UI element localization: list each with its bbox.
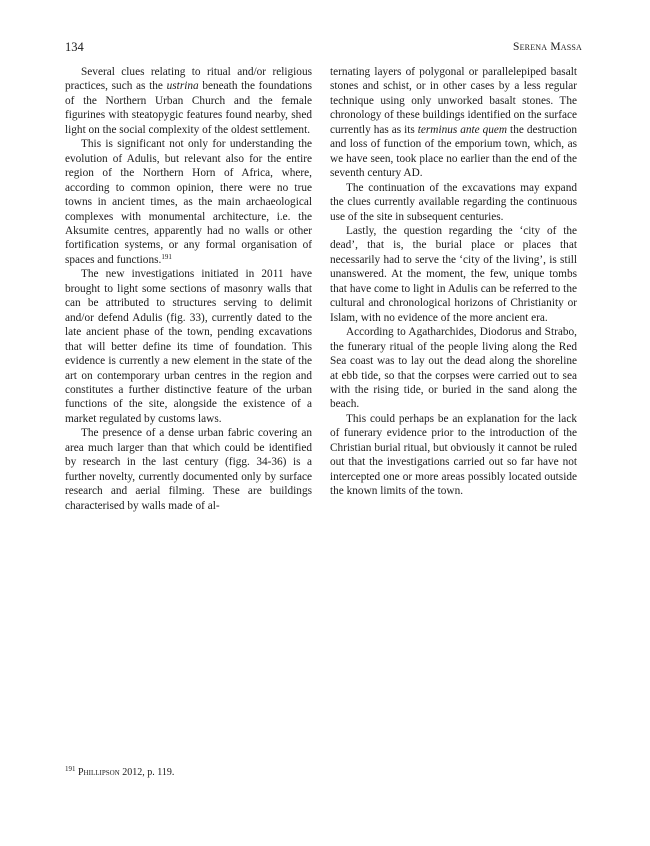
text-run: Several clues relating to ritual and/or religious practices, such as the — [65, 66, 312, 93]
footnote-number: 191 — [65, 765, 76, 773]
paragraph: The new investigations initiated in 2011 have brought to light some sections of masonry walls that can be attributed to structures serving to delimit and/or defend Adulis (fig. 33), currently dated to the late ancient phase of the town, pending excavations that will better define its time of foundation. This evidence is currently a new element in the state of the art on contemporary urban centres in the region and constitutes a further distinctive feature of the urban functions of the site, alongside the existence of a market regulated by customs laws. — [65, 268, 312, 425]
paragraph — [330, 65, 577, 181]
paragraph — [65, 65, 312, 137]
running-head-author: Serena Massa — [512, 41, 582, 53]
text-run: the destruction and loss of function of the emporium town, which, as we have seen, took place no earlier than the end of the seventh century AD. — [330, 123, 578, 180]
paragraph: The continuation of the excavations may expand the clues currently available regarding the continuous use of the site in subsequent centuries. — [330, 181, 577, 223]
paragraph: The presence of a dense urban fabric covering an area much larger than that which could be identified by research in the last century (figg. 34-36) is a further novelty, currently documented only by surface research and aerial filming. These are buildings characterised by walls made of al- — [65, 427, 312, 512]
running-head — [513, 41, 582, 53]
text-run: beneath the foundations of the Northern Urban Church and the female figurines with steatopygic features found nearby, shed light on the social complexity of the oldest settlement. — [65, 80, 312, 136]
right-column — [330, 65, 577, 499]
footnote-author: Phillipson — [78, 767, 120, 778]
left-column — [65, 65, 312, 513]
footnote-marker: 191 — [161, 252, 172, 261]
italic-term: ustrina — [166, 80, 199, 93]
paragraph: Lastly, the question regarding the ‘city of the dead’, that is, the burial place or places that necessarily had to serve the ‘city of the living’, is still unanswered. At the moment, the few, unique tombs that have come to light in Adulis can be referred to the cultural and chronological horizons of Christianity or Islam, with no evidence of the more ancient era. — [330, 224, 577, 324]
footnote-reference: 2012, p. 119. — [119, 767, 175, 778]
paragraph: This could perhaps be an explanation for the lack of funerary evidence prior to the introduction of the Christian burial ritual, but obviously it cannot be ruled out that the investigations carried out so far have not intercepted one or more areas possibly located outside the known limits of the town. — [330, 412, 577, 498]
text-run: ternating layers of polygonal or parallelepiped basalt stones and schist, or in other cases by a less regular technique using only unworked basalt stones. The chronology of these buildings identified on the surface currently has as its — [330, 66, 577, 136]
italic-term: terminus ante quem — [417, 123, 508, 136]
paragraph — [65, 137, 312, 267]
page-number: 134 — [65, 40, 84, 54]
text-run: This is significant not only for understanding the evolution of Adulis, but relevant also for the entire region of the Northern Horn of Africa, where, according to common opinion, there were no true towns in ancient times, as the main archaeological complexes with monumental architecture, i.e. the Aksumite centres, apparently had no walls or other fortification systems, or any formal organisation of spaces and functions. — [65, 138, 312, 266]
paragraph: According to Agatharchides, Diodorus and Strabo, the funerary ritual of the people living along the Red Sea coast was to lay out the dead along the shoreline at ebb tide, so that the corpses were carried out to sea with the rising tide, or buried in the sand along the beach. — [330, 326, 577, 411]
footnote — [65, 767, 174, 778]
